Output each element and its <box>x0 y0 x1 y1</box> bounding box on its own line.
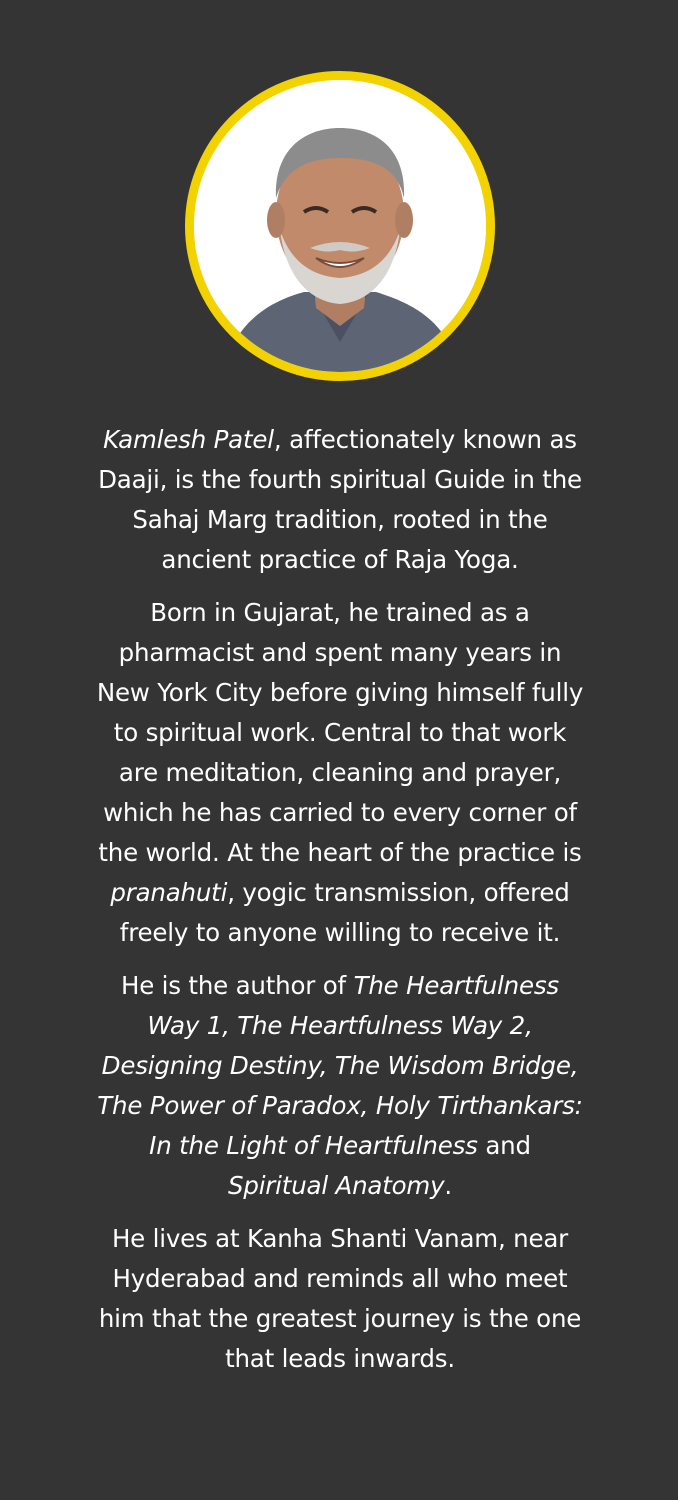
bio-line: ancient practice of Raja Yoga. <box>161 545 519 574</box>
bio-line: the world. At the heart of the practice is <box>98 838 582 867</box>
author-bio <box>90 420 590 1392</box>
bio-line: pharmacist and spent many years in <box>118 638 562 667</box>
bio-line: him that the greatest journey is the one <box>98 1304 582 1333</box>
bio-line <box>90 1126 590 1166</box>
book-titles-line: The Power of Paradox, Holy Tirthankars: <box>97 1091 583 1120</box>
bio-line <box>90 1166 590 1206</box>
bio-line: that leads inwards. <box>225 1344 455 1373</box>
book-titles-line: Way 1, The Heartfulness Way 2, <box>147 1011 533 1040</box>
bio-line: Born in Gujarat, he trained as a <box>150 598 530 627</box>
bio-text: , yogic transmission, offered <box>227 878 570 907</box>
bio-line <box>90 966 590 1006</box>
bio-text: and <box>477 1131 531 1160</box>
bio-line: which he has carried to every corner of <box>103 798 577 827</box>
author-portrait <box>185 71 495 381</box>
term-pranahuti: pranahuti <box>110 878 228 907</box>
bio-line: Daaji, is the fourth spiritual Guide in the <box>98 465 582 494</box>
bio-line: He lives at Kanha Shanti Vanam, near <box>111 1224 569 1253</box>
book-title: In the Light of Heartfulness <box>149 1131 478 1160</box>
bio-line: New York City before giving himself fully <box>96 678 584 707</box>
author-portrait-icon <box>194 80 486 372</box>
bio-paragraph-3 <box>90 966 590 1206</box>
bio-text: . <box>444 1171 452 1200</box>
bio-line: freely to anyone willing to receive it. <box>119 918 561 947</box>
bio-line: Hyderabad and reminds all who meet <box>112 1264 568 1293</box>
author-name: Kamlesh Patel <box>103 425 274 454</box>
bio-text: , affectionately known as <box>273 425 577 454</box>
bio-paragraph-4 <box>90 1219 590 1379</box>
bio-line: Sahaj Marg tradition, rooted in the <box>132 505 548 534</box>
bio-line: are meditation, cleaning and prayer, <box>118 758 562 787</box>
bio-line <box>90 420 590 460</box>
bio-text: He is the author of <box>120 971 354 1000</box>
bio-line <box>90 873 590 913</box>
book-title: The Heartfulness <box>353 971 559 1000</box>
bio-paragraph-1 <box>90 420 590 580</box>
book-title: Spiritual Anatomy <box>228 1171 445 1200</box>
bio-line: to spiritual work. Central to that work <box>113 718 567 747</box>
bio-paragraph-2 <box>90 593 590 953</box>
book-titles-line: Designing Destiny, The Wisdom Bridge, <box>101 1051 579 1080</box>
